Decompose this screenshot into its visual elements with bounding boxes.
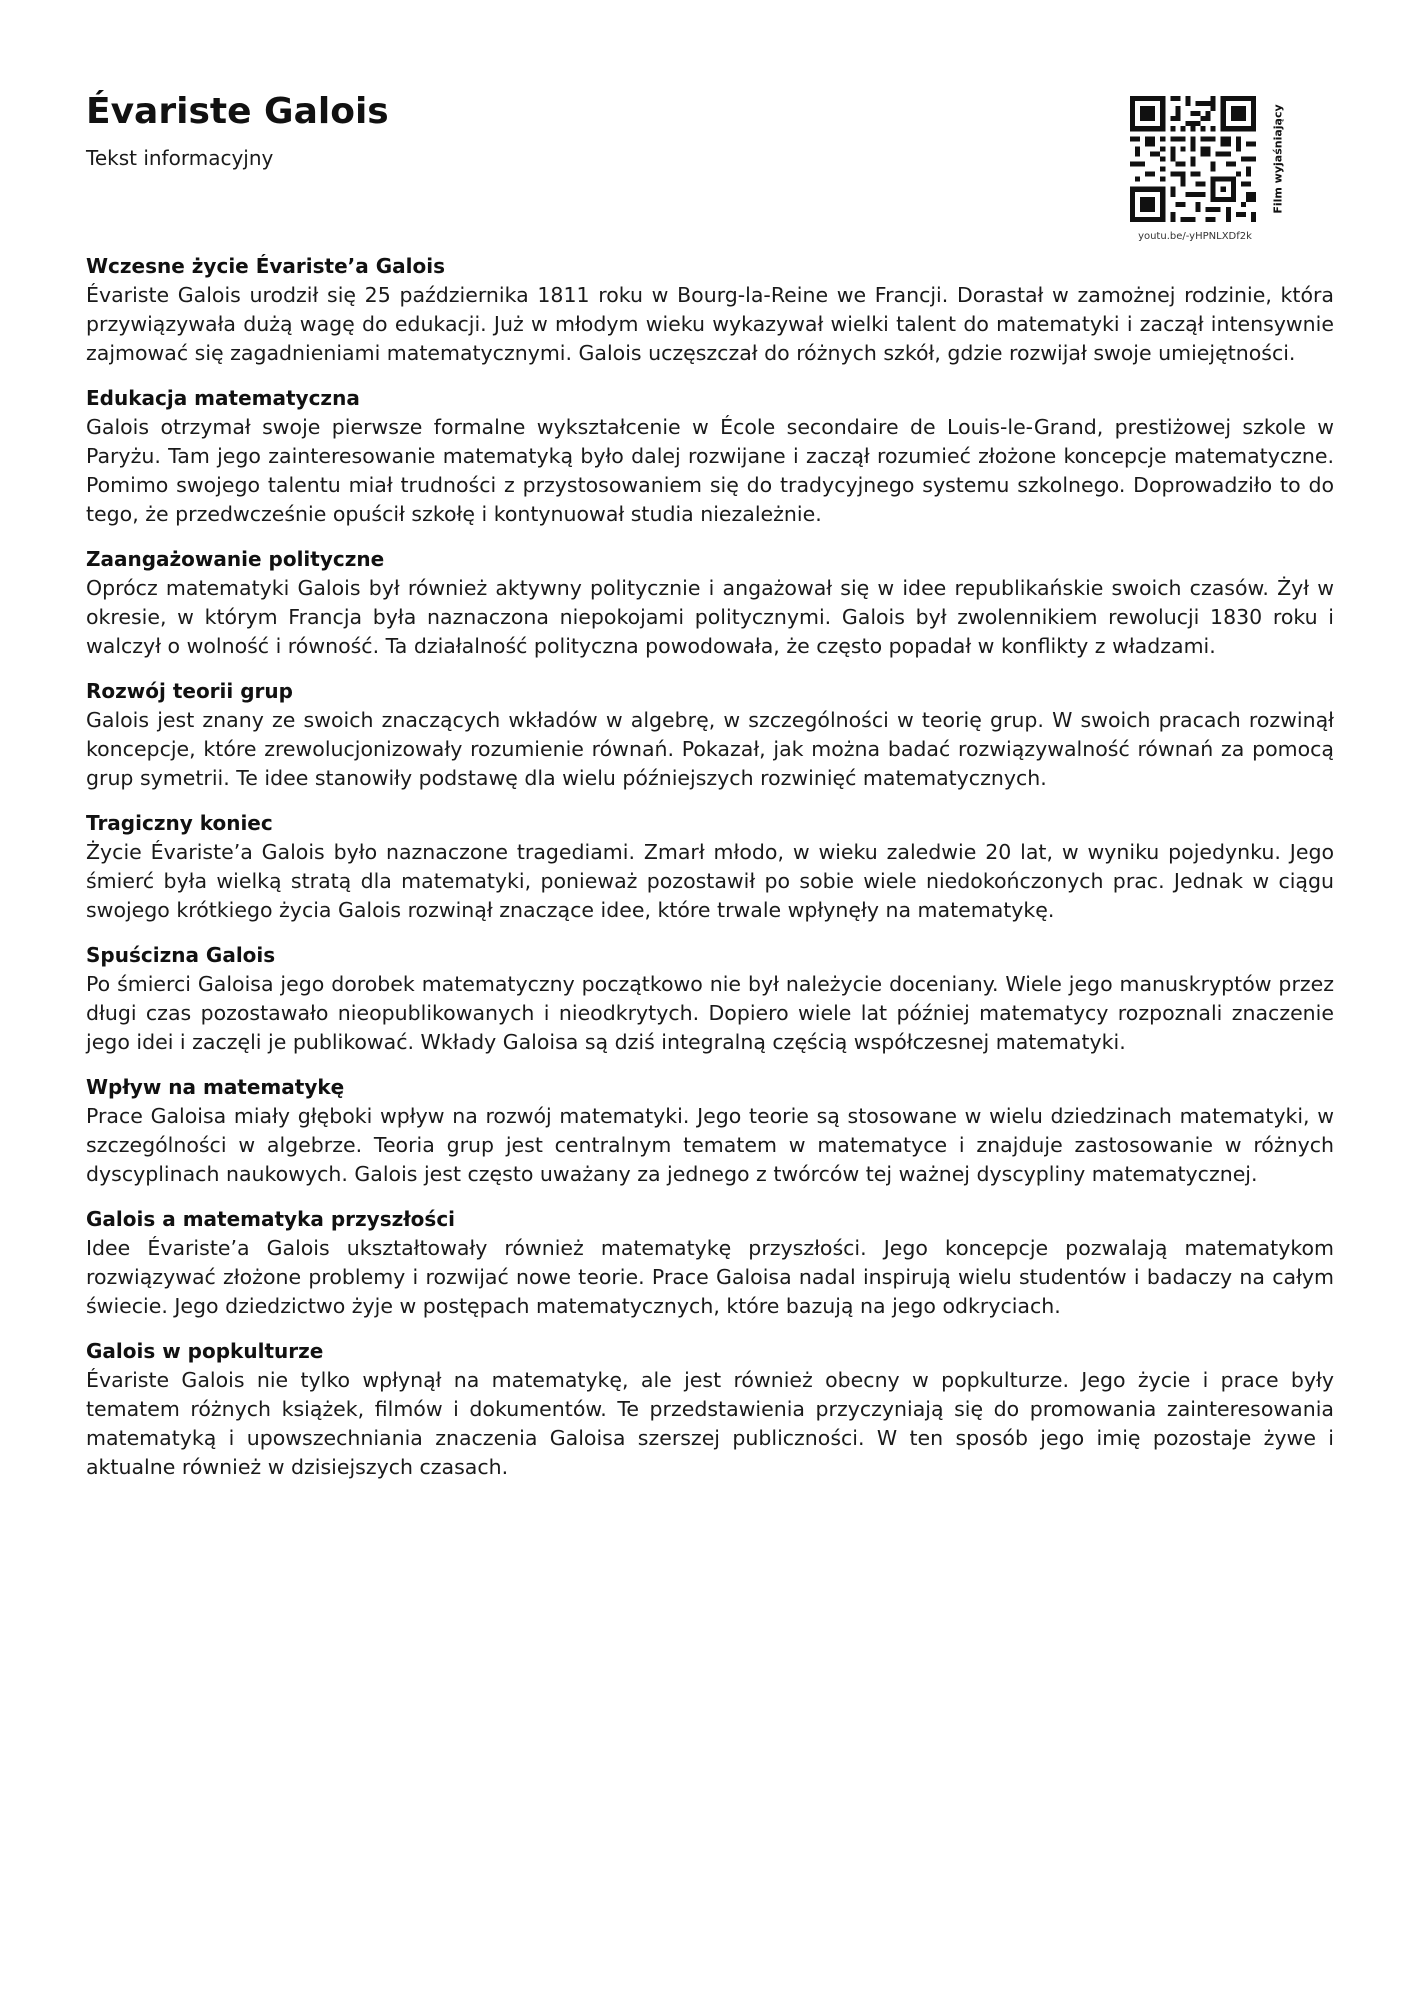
section-heading: Wpływ na matematykę [86,1075,345,1099]
section-pop-culture [86,1337,1334,1482]
section-paragraph: Évariste Galois urodził się 25 października 1811 roku w Bourg-la-Reine we Francji. Dorastał w zamożnej rodzinie, która przywiązywała dużą wagę do edukacji. Już w młodym wieku wykazywał wielki talent do matematyki i zaczął intensywnie zajmować się zagadnieniami matematycznymi. Galois uczęszczał do różnych szkół, gdzie rozwijał swoje umiejętności. [86,283,1334,365]
video-url[interactable]: youtu.be/-yHPNLXDf2k [1138,231,1252,242]
section-early-life [86,252,1334,368]
document-header [86,88,389,172]
section-paragraph: Idee Évariste’a Galois ukształtowały również matematykę przyszłości. Jego koncepcje pozwalają matematykom rozwiązywać złożone problemy i rozwijać nowe teorie. Prace Galoisa nadal inspirują wielu studentów i badaczy na całym świecie. Jego dziedzictwo żyje w postępach matematycznych, które bazują na jego odkryciach. [86,1236,1334,1318]
section-heading: Spuścizna Galois [86,943,276,967]
section-heading: Wczesne życie Évariste’a Galois [86,254,445,278]
section-heading: Galois w popkulturze [86,1339,324,1363]
section-paragraph: Życie Évariste’a Galois było naznaczone tragediami. Zmarł młodo, w wieku zaledwie 20 lat, w wyniku pojedynku. Jego śmierć była wielką stratą dla matematyki, ponieważ pozostawił po sobie wiele niedokończonych prac. Jednak w ciągu swojego krótkiego życia Galois rozwinął znaczące idee, które trwale wpłynęły na matematykę. [86,840,1334,922]
section-political-engagement [86,545,1334,661]
section-paragraph: Prace Galoisa miały głęboki wpływ na rozwój matematyki. Jego teorie są stosowane w wielu dziedzinach matematyki, w szczególności w algebrze. Teoria grup jest centralnym tematem w matematyce i znajduje zastosowanie w różnych dyscyplinach naukowych. Galois jest często uważany za jednego z twórców tej ważnej dyscypliny matematycznej. [86,1104,1334,1186]
section-heading: Rozwój teorii grup [86,679,293,703]
section-paragraph: Galois otrzymał swoje pierwsze formalne wykształcenie w École secondaire de Louis-le-Grand, prestiżowej szkole w Paryżu. Tam jego zainteresowanie matematyką było dalej rozwijane i zaczął rozumieć złożone koncepcje matematyczne. Pomimo swojego talentu miał trudności z przystosowaniem się do tradycyjnego systemu szkolnego. Doprowadziło to do tego, że przedwcześnie opuścił szkołę i kontynuował studia niezależnie. [86,415,1334,526]
section-future-math [86,1205,1334,1321]
section-paragraph: Oprócz matematyki Galois był również aktywny politycznie i angażował się w idee republikańskie swoich czasów. Żył w okresie, w którym Francja była naznaczona niepokojami politycznymi. Galois był zwolennikiem rewolucji 1830 roku i walczył o wolność i równość. Ta działalność polityczna powodowała, że często popadał w konflikty z władzami. [86,576,1334,658]
section-heading: Edukacja matematyczna [86,386,360,410]
page-title: Évariste Galois [86,91,389,132]
section-heading: Zaangażowanie polityczne [86,547,385,571]
section-paragraph: Galois jest znany ze swoich znaczących wkładów w algebrę, w szczególności w teorię grup. W swoich pracach rozwinął koncepcje, które zrewolucjonizowały rozumienie równań. Pokazał, jak można badać rozwiązywalność równań za pomocą grup symetrii. Te idee stanowiły podstawę dla wielu późniejszych rozwinięć matematycznych. [86,708,1334,790]
section-group-theory [86,677,1334,793]
qr-side-label [1266,96,1290,222]
section-math-education [86,384,1334,529]
section-heading: Tragiczny koniec [86,811,273,835]
film-label: Film wyjaśniający [1271,104,1285,214]
section-tragic-end [86,809,1334,925]
section-impact [86,1073,1334,1189]
section-heading: Galois a matematyka przyszłości [86,1207,456,1231]
article-body [86,252,1334,1498]
section-paragraph: Évariste Galois nie tylko wpłynął na matematykę, ale jest również obecny w popkulturze. Jego życie i prace były tematem różnych książek, filmów i dokumentów. Te przedstawienia przyczyniają się do promowania zainteresowania matematyką i upowszechniania znaczenia Galoisa szerszej publiczności. W ten sposób jego imię pozostaje żywe i aktualne również w dzisiejszych czasach. [86,1368,1334,1479]
page-subtitle: Tekst informacyjny [86,146,274,170]
section-legacy [86,941,1334,1057]
section-paragraph: Po śmierci Galoisa jego dorobek matematyczny początkowo nie był należycie doceniany. Wiele jego manuskryptów przez długi czas pozostawało nieopublikowanych i nieodkrytych. Dopiero wiele lat później matematycy rozpoznali znaczenie jego idei i zaczęli je publikować. Wkłady Galoisa są dziś integralną częścią współczesnej matematyki. [86,972,1334,1054]
video-qr-block [1120,96,1320,256]
qr-code-icon[interactable] [1130,96,1256,222]
